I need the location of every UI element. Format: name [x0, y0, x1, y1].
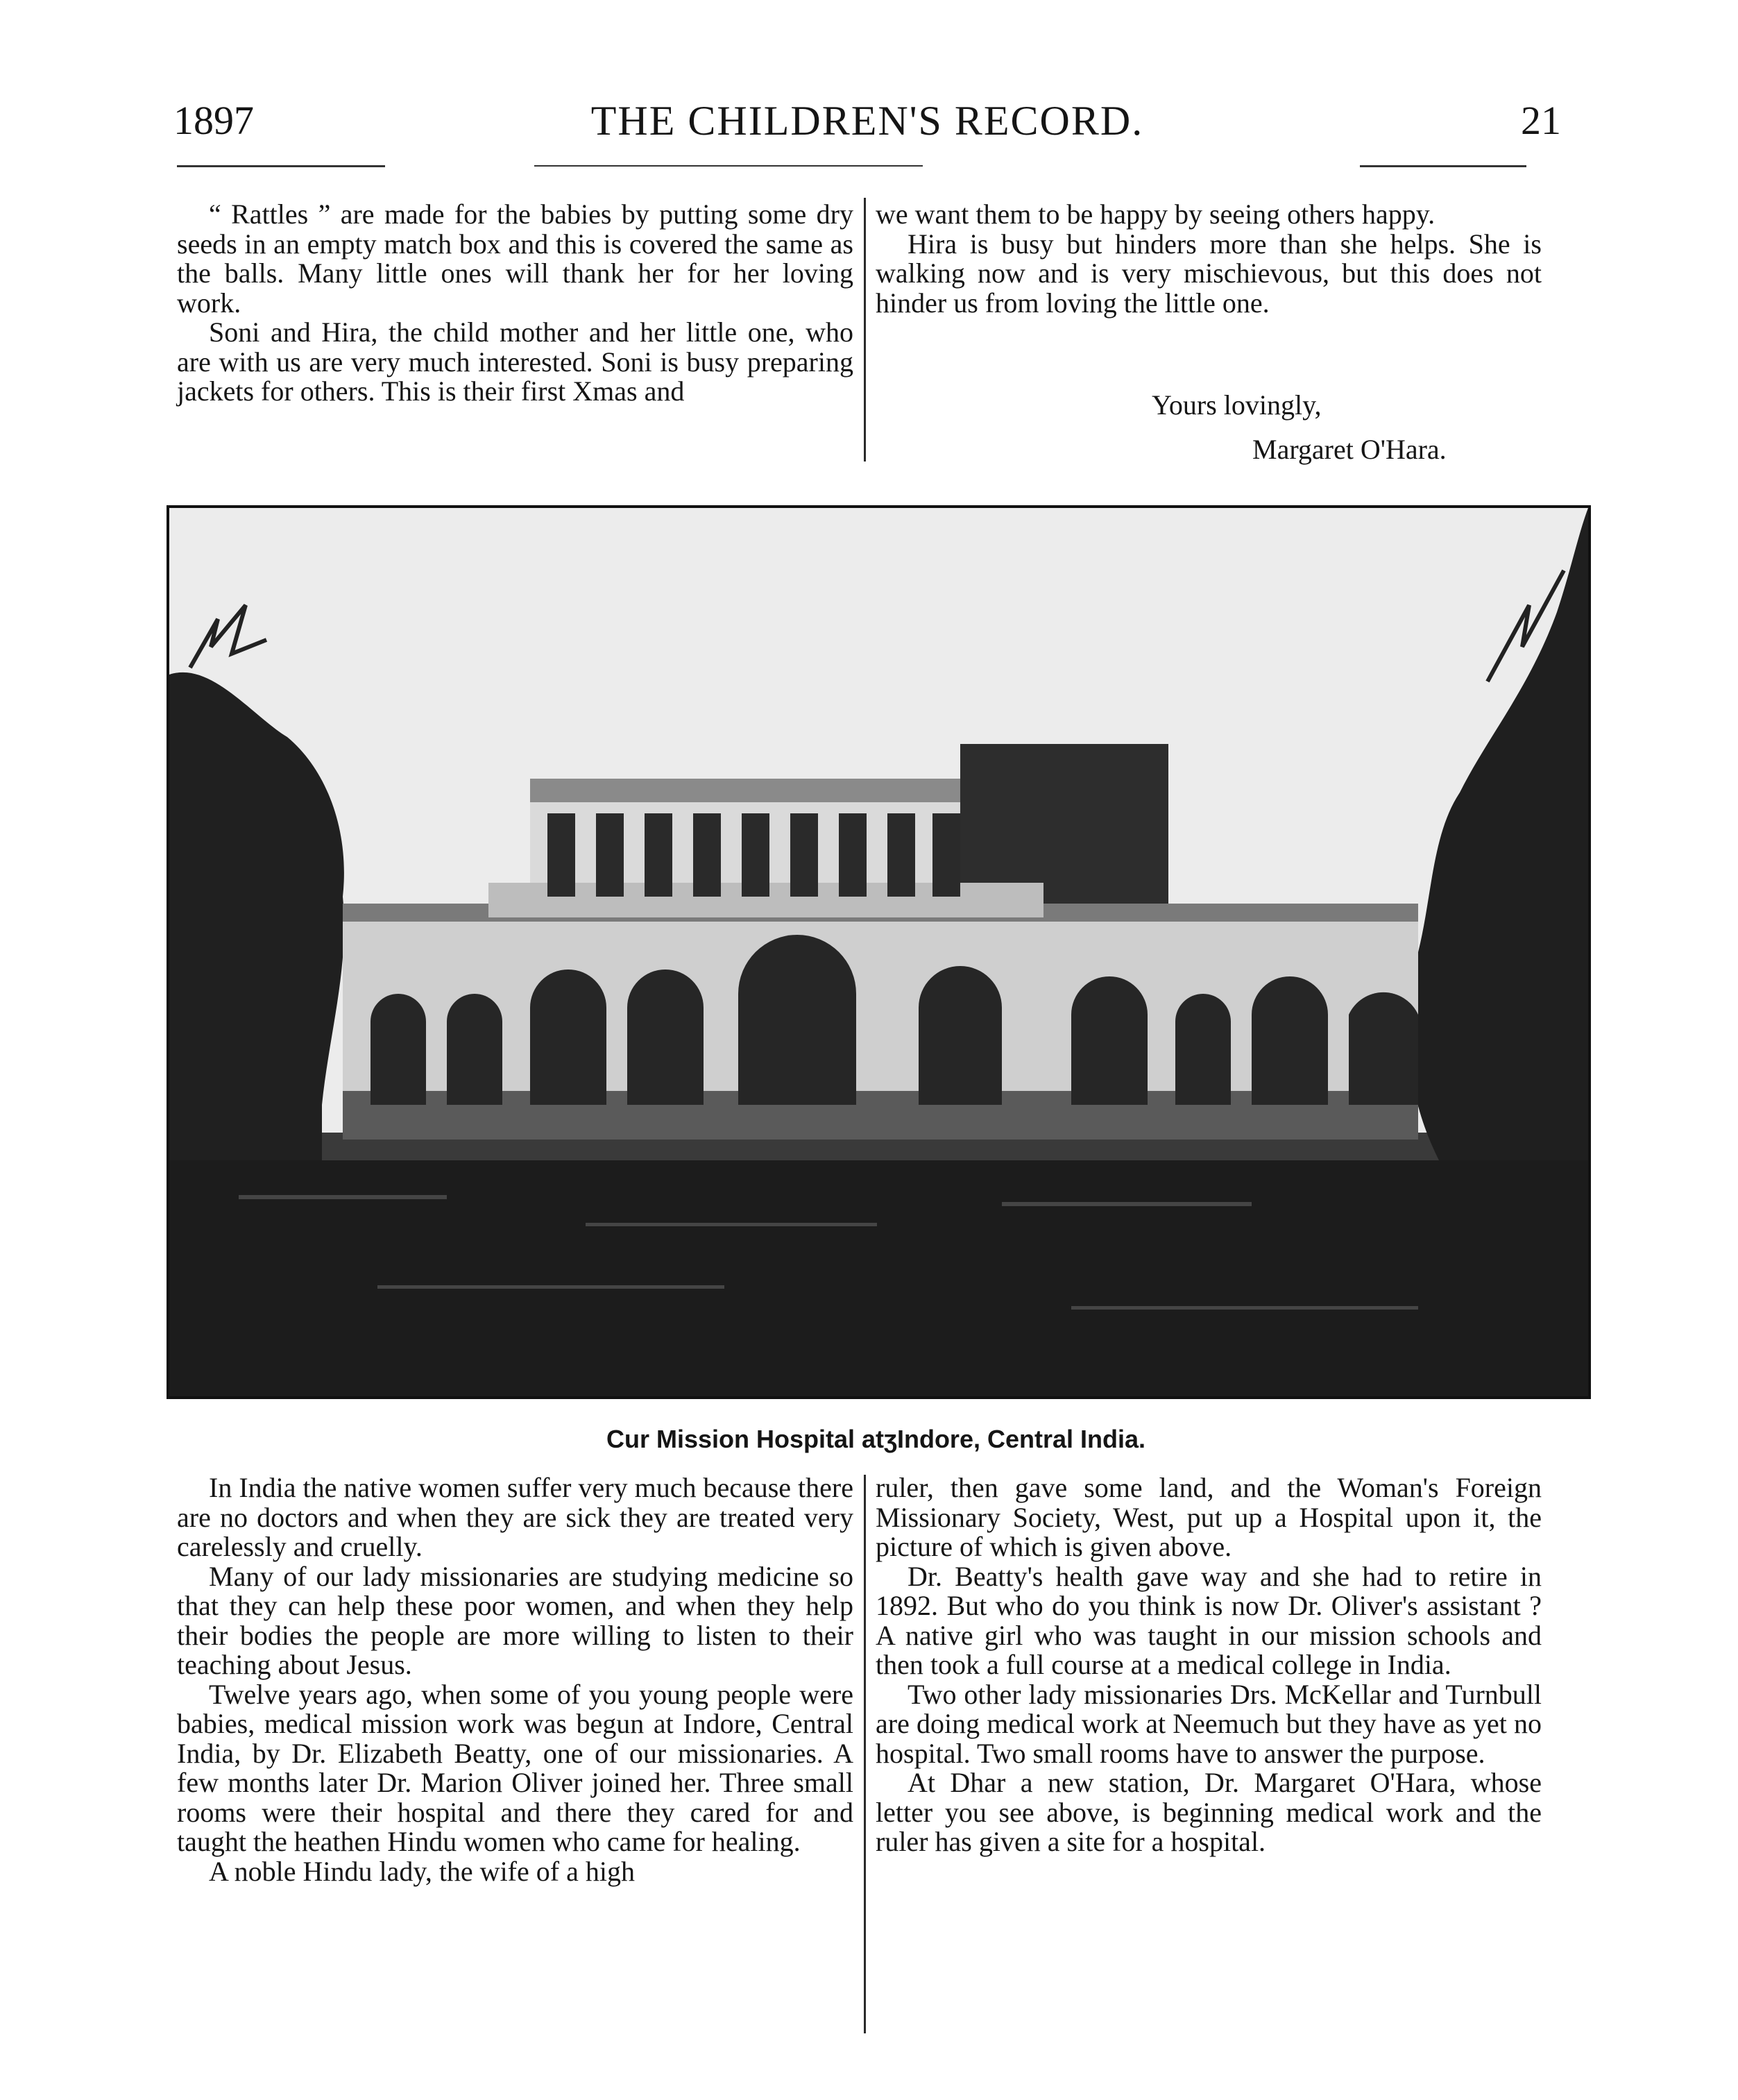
hospital-building-illustration: [169, 508, 1588, 1396]
paragraph: Many of our lady missionaries are studying medicine so that they can help these poor women, and when they help their bodies the people are more willing to listen to their teaching about Jesus.: [177, 1560, 853, 1680]
bottom-left-column: [177, 1473, 853, 1886]
paragraph: Soni and Hira, the child mother and her little one, who are with us are very much interested. Soni is busy preparing jackets for others. This is their first Xmas and: [177, 316, 853, 407]
paragraph: A noble Hindu lady, the wife of a high: [209, 1855, 635, 1887]
top-right-column: [876, 200, 1542, 318]
paragraph: At Dhar a new station, Dr. Margaret O'Hara, whose letter you see above, is beginning medical work and the ruler has given a site for a hospital.: [876, 1767, 1542, 1857]
paragraph: we want them to be happy by seeing others happy.: [876, 198, 1435, 230]
header-year: 1897: [173, 98, 254, 143]
paragraph: Twelve years ago, when some of you young people were babies, medical mission work was begun at Indore, Central India, by Dr. Elizabeth Beatty, one of our missionaries. A few months later Dr. Marion Oliver joined her. Three small rooms were their hospital and there they cared for and taught the heathen Hindu women who came for healing.: [177, 1678, 853, 1857]
page-header: [173, 97, 1561, 153]
closing-signature: Margaret O'Hara.: [1252, 434, 1447, 465]
photo-caption: Cur Mission Hospital atʒIndore, Central India.: [606, 1425, 1146, 1453]
column-divider-top: [864, 198, 866, 462]
publication-title: THE CHILDREN'S RECORD.: [590, 98, 1144, 144]
hospital-photograph: [167, 505, 1591, 1399]
paragraph: ruler, then gave some land, and the Woman's Foreign Missionary Society, West, put up a Hospital upon it, the picture of which is given above.: [876, 1472, 1542, 1562]
paragraph: Two other lady missionaries Drs. McKellar and Turnbull are doing medical work at Neemuch but they have as yet no hospital. Two small rooms have to answer the purpose.: [876, 1678, 1542, 1769]
column-divider-bottom: [864, 1475, 866, 2033]
top-left-column: [177, 200, 853, 407]
header-rule-left: [177, 165, 385, 167]
header-rule-center: [534, 165, 923, 167]
page-number: 21: [1521, 98, 1561, 143]
paragraph: In India the native women suffer very much because there are no doctors and when they are sick they are treated very carelessly and cruelly.: [177, 1472, 853, 1562]
closing-salutation: Yours lovingly,: [1152, 389, 1322, 421]
header-rule-right: [1360, 165, 1526, 167]
paragraph: Dr. Beatty's health gave way and she had to retire in 1892. But who do you think is now Dr. Oliver's assistant ? A native girl who was taught in our mission schools and then took a full course at a medical college in India.: [876, 1560, 1542, 1680]
paragraph: Hira is busy but hinders more than she helps. She is walking now and is very mischievous, but this does not hinder us from loving the little one.: [876, 228, 1542, 319]
paragraph: “ Rattles ” are made for the babies by putting some dry seeds in an empty match box and this is covered the same as the balls. Many little ones will thank her for her loving work.: [177, 198, 853, 319]
bottom-right-column: [876, 1473, 1542, 1857]
